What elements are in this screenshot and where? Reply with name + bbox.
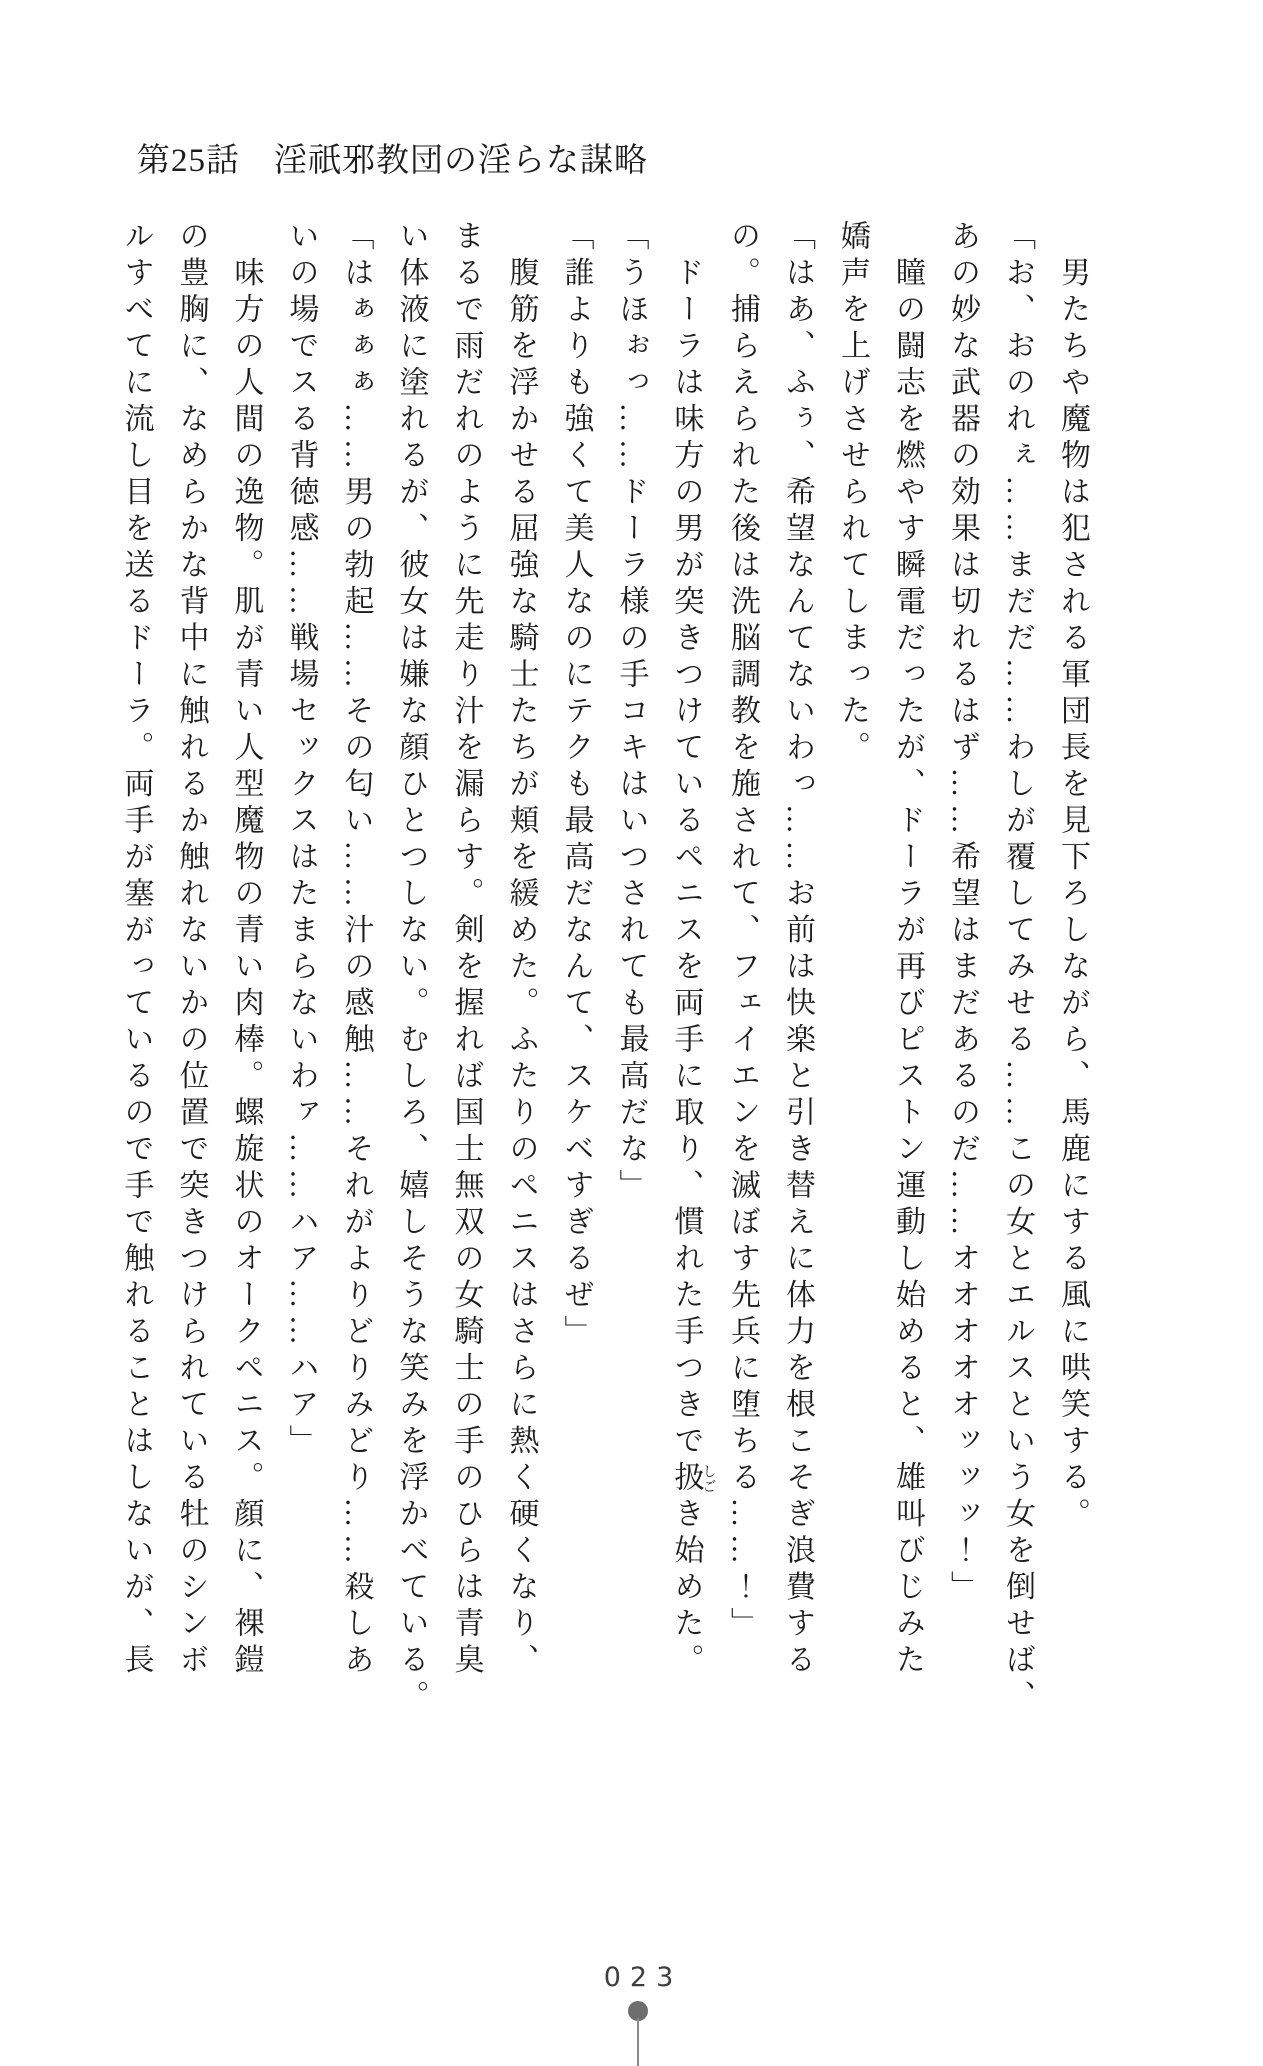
text-column: 「お、おのれぇ……まだだ……わしが覆してみせる……この女とエルスという女を倒せば、: [1001, 220, 1034, 1717]
text-column: ドーラは味方の男が突きつけているペニスを両手に取り、慣れた手つきで扱しごき始めた。: [669, 220, 716, 1680]
text-column: 「誰よりも強くて美人なのにテクも最高だなんて、スケベすぎるぜ」: [559, 220, 593, 1352]
text-column: 瞳の闘志を燃やす瞬電だったが、ドーラが再びピストン運動し始めると、雄叫びじみた: [891, 220, 924, 1680]
text-column: いの場でスる背徳感……戦場セックスはたまらないわァ……ハア……ハア」: [284, 220, 318, 1461]
text-column: 腹筋を浮かせる屈強な騎士たちが頬を緩めた。ふたりのペニスはさらに熱く硬くなり、: [504, 220, 538, 1680]
chapter-title: 第25話 淫祇邪教団の淫らな謀略: [137, 143, 648, 179]
text-column: 男たちや魔物は犯される軍団長を見下ろしながら、馬鹿にする風に哄笑する。: [1056, 220, 1089, 1534]
text-block: [109, 220, 1101, 1717]
text-column: 「はぁぁぁ……男の勃起……その匂い……汁の感触……それがよりどりみどり……殺しあ: [339, 220, 373, 1680]
footer-registration-line: [637, 2018, 639, 2066]
text-column: まるで雨だれのように先走り汁を漏らす。剣を握れば国士無双の女騎士の手のひらは青臭: [449, 220, 483, 1680]
text-column: 「はあ、ふぅ、希望なんてないわっ……お前は快楽と引き替えに体力を根こそぎ浪費する: [781, 220, 814, 1680]
text-column: 「うほぉっ……ドーラ様の手コキはいつされても最高だな」: [614, 220, 648, 1206]
ruby-annotation: 扱しご: [669, 1461, 716, 1498]
text-column: あの妙な武器の効果は切れるはず……希望はまだあるのだ……オオオオオッッッ！」: [946, 220, 979, 1607]
text-column: 嬌声を上げさせられてしまった。: [836, 220, 869, 768]
text-column: の豊胸に、なめらかな背中に触れるか触れないかの位置で突きつけられている牡のシンボ: [174, 220, 208, 1680]
text-column: の。捕らえられた後は洗脳調教を施されて、フェイエンを滅ぼす先兵に堕ちる……！」: [726, 220, 759, 1644]
text-column: ルすべてに流し目を送るドーラ。両手が塞がっているので手で触れることはしないが、長: [119, 220, 153, 1680]
page-number: 023: [603, 1962, 683, 1993]
text-column: 味方の人間の逸物。肌が青い人型魔物の青い肉棒。螺旋状のオークペニス。顔に、裸鎧: [229, 220, 263, 1680]
text-column: い体液に塗れるが、彼女は嫌な顔ひとつしない。むしろ、嬉しそうな笑みを浮かべている。: [394, 220, 428, 1717]
